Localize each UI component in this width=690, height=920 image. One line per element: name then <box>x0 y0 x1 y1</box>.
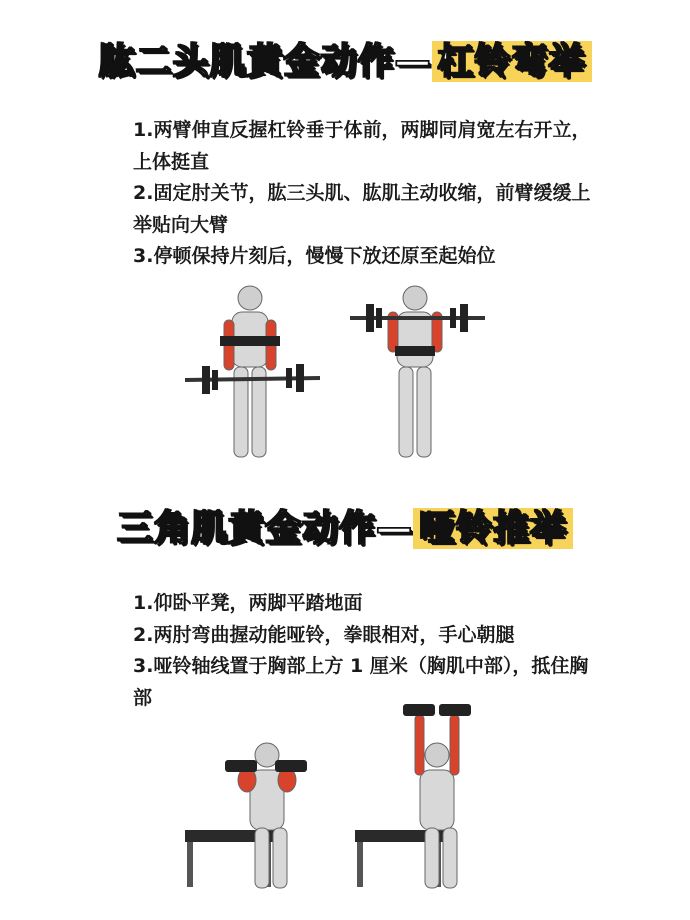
dumbbell-press-illustration <box>175 700 515 900</box>
section1-step-2: 2.固定肘关节，肱三头肌、肱肌主动收缩，前臂缓缓上举贴向大臂 <box>133 182 591 236</box>
section1-step-3: 3.停顿保持片刻后，慢慢下放还原至起始位 <box>133 245 496 267</box>
section1-title-prefix: 肱二头肌黄金动作— <box>98 41 432 82</box>
section2-step-1: 1.仰卧平凳，两脚平踏地面 <box>133 592 363 614</box>
section1-title-highlight: 杠铃弯举 <box>432 41 592 82</box>
section2-title-prefix: 三角肌黄金动作— <box>116 508 413 549</box>
section1-title <box>0 33 690 84</box>
section2-step-3: 3.哑铃轴线置于胸部上方 1 厘米（胸肌中部），抵住胸部 <box>133 655 589 709</box>
dumbbell-press-start-figure <box>185 743 307 888</box>
section2-steps <box>133 588 593 714</box>
section1-steps <box>133 115 593 273</box>
dumbbell-press-top-figure <box>355 704 471 888</box>
barbell-curl-illustration <box>180 280 510 470</box>
section1-step-1: 1.两臂伸直反握杠铃垂于体前，两脚同肩宽左右开立，上体挺直 <box>133 119 591 173</box>
barbell-curl-start-figure <box>185 286 320 457</box>
barbell-curl-top-figure <box>350 286 485 457</box>
section2-title <box>0 500 690 551</box>
section2-step-2: 2.两肘弯曲握动能哑铃，拳眼相对，手心朝腿 <box>133 623 515 646</box>
section2-title-highlight: 哑铃推举 <box>413 508 573 549</box>
